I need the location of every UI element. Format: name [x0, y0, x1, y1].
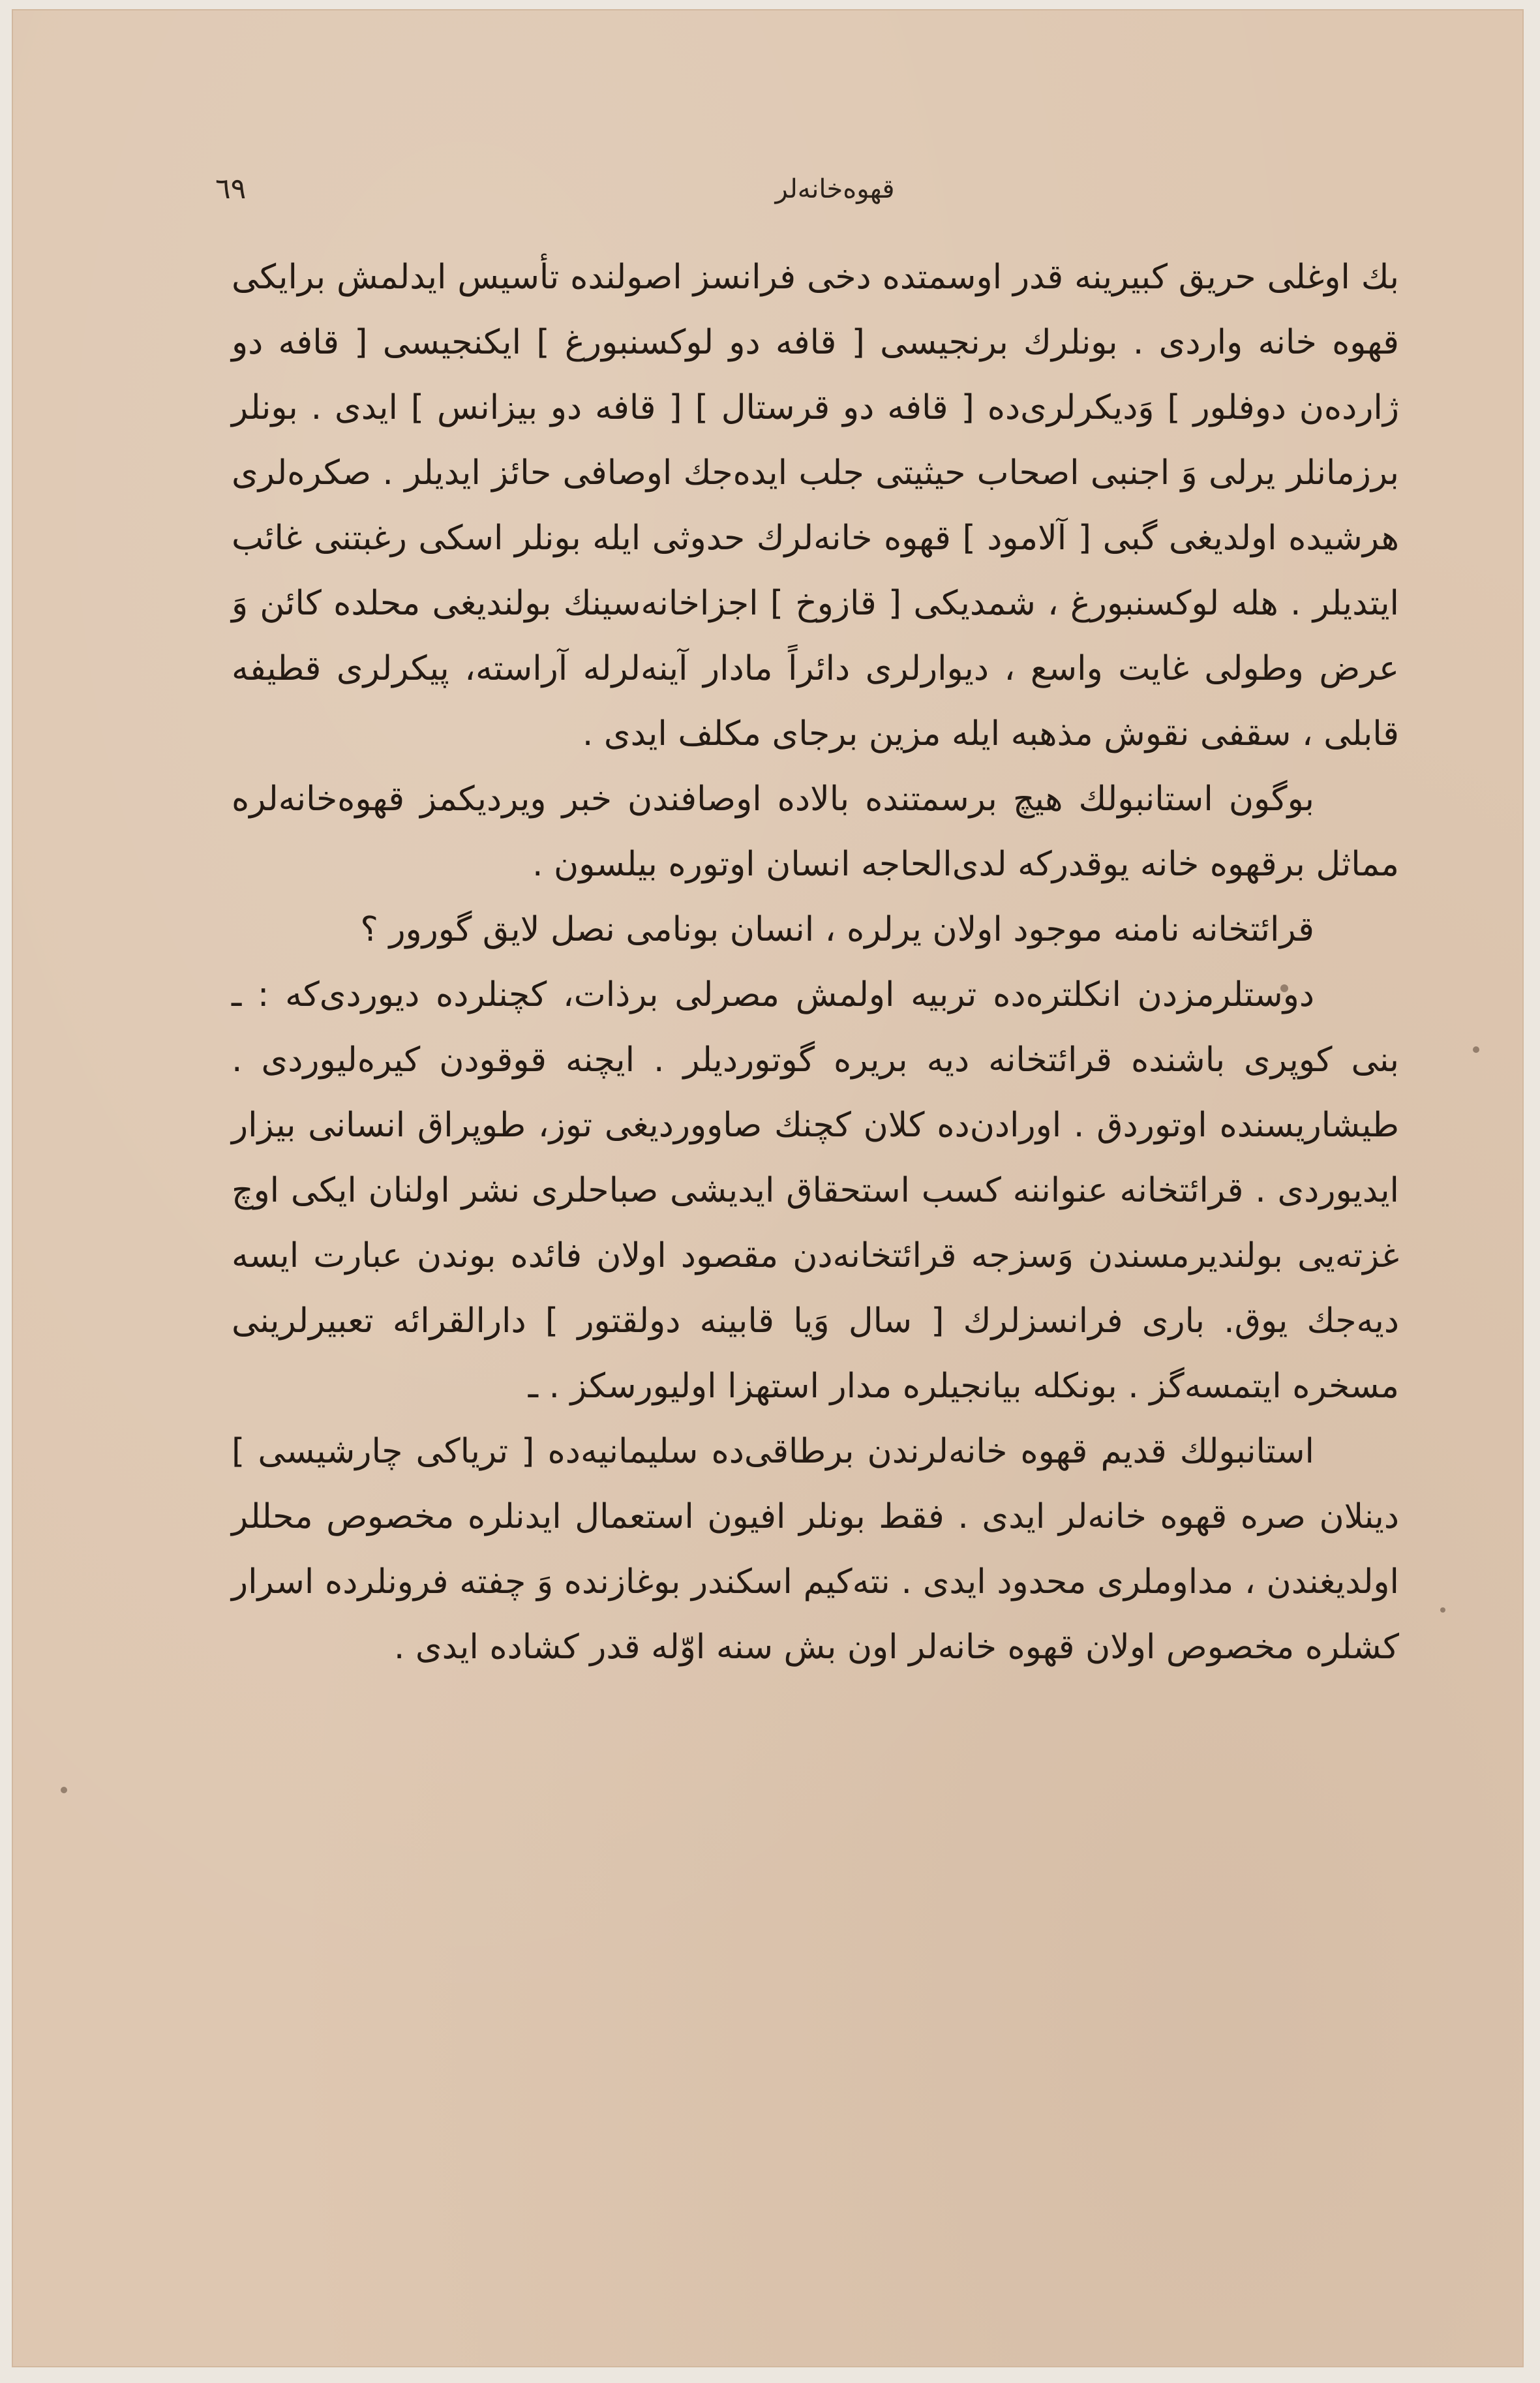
paragraph-2: بوگون استانبولك هیچ برسمتنده بالاده اوصافندن خبر ویردیكمز قهوه‌خانه‌لره مماثل برقهوه خانه یوقدركه لدی‌الحاجه انسان اوتوره بیلسون . [232, 780, 1399, 884]
paragraph-3: قرائتخانه نامنه موجود اولان یرلره ، انسان بونامی نصل لایق گورور ؟ [360, 910, 1314, 949]
paper-speck [1473, 1046, 1479, 1053]
page-header [215, 166, 1455, 219]
paragraph-4: دوستلرمزدن انكلتره‌ده تربیه اولمش مصرلی برذات، كچنلرده دیوردی‌كه : ـ بنی كوپری باشنده قرائتخانه دیه بریره گوتوردیلر . ایچنه قوقودن كیره‌لیوردی . طیشاریسنده اوتوردق . اورادن‌ده كلان كچنك صاووردیغی توز، طوپراق انسانی بیزار ایدیوردی . قرائتخانه عنواننه كسب استحقاق ایدیشی صباحلری نشر اولنان ایكی اوچ غزته‌یی بولندیرمسندن وَسزجه قرائتخانه‌دن مقصود اولان فائده بوندن عبارت ایسه دیه‌جك یوق. باری فرانسزلرك [ سال وَیا قابینه دولقتور ] دارالقرائه تعبیرلرینی مسخره ایتمسه‌گز . بونكله بیانجیلره مدار استهزا اولیورسكز . ـ [232, 975, 1399, 1406]
paper-speck [1440, 1607, 1445, 1613]
paper-speck [61, 1787, 67, 1793]
page-number: ٦٩ [215, 172, 247, 205]
paragraph-5: استانبولك قدیم قهوه خانه‌لرندن برطاقی‌ده سلیمانیه‌ده [ تریاكی چارشیسی ] دینلان صره قهوه خانه‌لر ایدی . فقط بونلر افیون استعمال ایدنلره مخصوص محللر اولدیغندن ، مداوملری محدود ایدی . نته‌كیم اسكندر بوغازنده وَ چفته فرونلرده اسرار كشلره مخصوص اولان قهوه خانه‌لر اون بش سنه اوّله قدر كشاده ایدی . [232, 1432, 1399, 1667]
body-text [232, 245, 1399, 1680]
running-title: قهوه‌خانه‌لر [775, 174, 895, 204]
paragraph-1: بك اوغلی حریق كبیرینه قدر اوسمتده دخی فرانسز اصولنده تأسیس ایدلمش برایكی قهوه خانه واردی . بونلرك برنجیسی [ قافه دو لوكسنبورغ ] ایكنجیسی [ قافه دو ژاردەن دوفلور ] وَدیكرلری‌ده [ قافه دو قرستال ] [ قافه دو بیزانس ] ایدی . بونلر برزمانلر یرلی وَ اجنبی اصحاب حیثیتی جلب ایده‌جك اوصافی حائز ایدیلر . صكره‌لری هرشیده اولدیغی گبی [ آلامود ] قهوه خانه‌لرك حدوثی ایله بونلر اسكی رغبتنی غائب ایتدیلر . هله لوكسنبورغ ، شمدیكی [ قازوخ ] اجزاخانه‌سینك بولندیغی محلده كائن وَ عرض وطولی غایت واسع ، دیوارلری دائراً مادار آینه‌لرله آراسته، پیكرلری قطیفه قابلی ، سقفی نقوش مذهبه ایله مزین برجای مكلف ایدی . [232, 258, 1399, 753]
